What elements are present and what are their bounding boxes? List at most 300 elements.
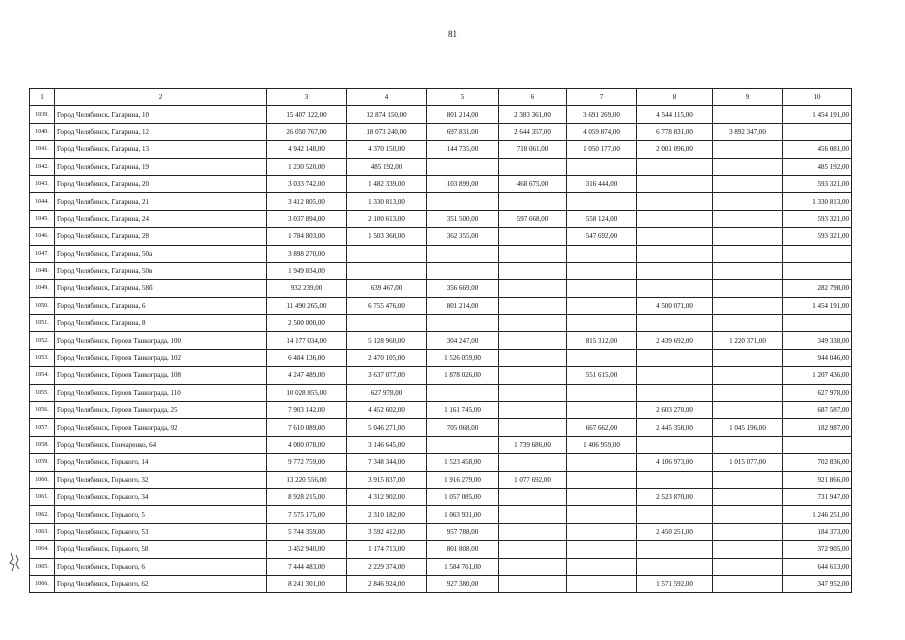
amount-cell <box>499 349 567 366</box>
amount-cell <box>427 245 499 262</box>
amount-cell <box>713 367 783 384</box>
amount-cell: 1 503 368,00 <box>347 228 427 245</box>
row-number-cell: 1057. <box>30 419 55 436</box>
amount-cell: 144 735,00 <box>427 141 499 158</box>
amount-cell <box>637 541 713 558</box>
amount-cell: 627 978,00 <box>347 384 427 401</box>
row-number-cell: 1064. <box>30 541 55 558</box>
amount-cell <box>499 384 567 401</box>
address-cell: Город Челябинск, Гагарина, 10 <box>55 106 267 123</box>
row-number-cell: 1043. <box>30 175 55 192</box>
amount-cell <box>427 262 499 279</box>
amount-cell: 6 778 831,00 <box>637 123 713 140</box>
amount-cell <box>637 367 713 384</box>
amount-cell: 347 952,00 <box>783 575 852 592</box>
amount-cell: 697 831,00 <box>427 123 499 140</box>
column-header: 6 <box>499 89 567 106</box>
amount-cell: 944 046,00 <box>783 349 852 366</box>
amount-cell: 2 603 270,00 <box>637 402 713 419</box>
amount-cell: 3 691 269,00 <box>567 106 637 123</box>
amount-cell: 2 001 096,00 <box>637 141 713 158</box>
amount-cell: 362 355,00 <box>427 228 499 245</box>
table-row <box>30 506 852 523</box>
amount-cell: 356 669,00 <box>427 280 499 297</box>
amount-cell <box>637 158 713 175</box>
amount-cell: 927 380,00 <box>427 575 499 592</box>
amount-cell <box>499 245 567 262</box>
amount-cell: 485 192,00 <box>347 158 427 175</box>
row-number-cell: 1063. <box>30 523 55 540</box>
amount-cell: 687 587,00 <box>783 402 852 419</box>
amount-cell <box>499 575 567 592</box>
amount-cell: 372 905,00 <box>783 541 852 558</box>
amount-cell <box>499 454 567 471</box>
amount-cell: 7 903 142,00 <box>267 402 347 419</box>
amount-cell <box>713 436 783 453</box>
table-row <box>30 297 852 314</box>
amount-cell: 10 028 855,00 <box>267 384 347 401</box>
amount-cell: 4 312 902,00 <box>347 488 427 505</box>
amount-cell <box>499 541 567 558</box>
amount-cell: 551 615,00 <box>567 367 637 384</box>
amount-cell: 5 128 960,00 <box>347 332 427 349</box>
amount-cell: 5 046 271,00 <box>347 419 427 436</box>
amount-cell: 3 892 347,00 <box>713 123 783 140</box>
amount-cell: 182 987,00 <box>783 419 852 436</box>
amount-cell: 1 230 520,00 <box>267 158 347 175</box>
amount-cell: 4 942 148,00 <box>267 141 347 158</box>
amount-cell: 3 898 270,00 <box>267 245 347 262</box>
column-header: 9 <box>713 89 783 106</box>
amount-cell <box>499 402 567 419</box>
amount-cell <box>637 175 713 192</box>
amount-cell: 349 338,00 <box>783 332 852 349</box>
column-header: 1 <box>30 89 55 106</box>
amount-cell <box>637 193 713 210</box>
amount-cell: 702 836,00 <box>783 454 852 471</box>
amount-cell <box>499 315 567 332</box>
amount-cell: 3 592 412,00 <box>347 523 427 540</box>
amount-cell <box>637 245 713 262</box>
table-row <box>30 106 852 123</box>
amount-cell <box>713 471 783 488</box>
table-row <box>30 315 852 332</box>
address-cell: Город Челябинск, Гагарина, 6 <box>55 297 267 314</box>
row-number-cell: 1046. <box>30 228 55 245</box>
amount-cell: 12 874 150,00 <box>347 106 427 123</box>
amount-cell <box>637 262 713 279</box>
amount-cell: 351 500,00 <box>427 210 499 227</box>
amount-cell: 1 330 813,00 <box>783 193 852 210</box>
address-cell: Город Челябинск, Горького, 5 <box>55 506 267 523</box>
table-row <box>30 193 852 210</box>
table-row <box>30 280 852 297</box>
address-cell: Город Челябинск, Гагарина, 50в <box>55 262 267 279</box>
amount-cell: 4 500 071,00 <box>637 297 713 314</box>
amount-cell <box>567 262 637 279</box>
amount-cell: 1 220 371,00 <box>713 332 783 349</box>
amount-cell <box>499 523 567 540</box>
amount-cell <box>713 106 783 123</box>
amount-cell: 184 373,00 <box>783 523 852 540</box>
row-number-cell: 1065. <box>30 558 55 575</box>
amount-cell: 1 784 803,00 <box>267 228 347 245</box>
amount-cell: 6 755 476,00 <box>347 297 427 314</box>
amount-cell: 4 452 602,00 <box>347 402 427 419</box>
amount-cell: 11 490 265,00 <box>267 297 347 314</box>
table-row <box>30 367 852 384</box>
amount-cell <box>783 436 852 453</box>
amount-cell: 4 000 078,00 <box>267 436 347 453</box>
address-cell: Город Челябинск, Гагарина, 24 <box>55 210 267 227</box>
amount-cell <box>713 575 783 592</box>
table-row <box>30 175 852 192</box>
amount-cell: 5 744 359,00 <box>267 523 347 540</box>
amount-cell <box>567 349 637 366</box>
table-row <box>30 141 852 158</box>
amount-cell <box>499 332 567 349</box>
amount-cell <box>499 280 567 297</box>
amount-cell: 957 788,00 <box>427 523 499 540</box>
amount-cell: 932 239,00 <box>267 280 347 297</box>
amount-cell <box>713 158 783 175</box>
table-row <box>30 471 852 488</box>
amount-cell: 456 081,00 <box>783 141 852 158</box>
amount-cell <box>637 506 713 523</box>
row-number-cell: 1060. <box>30 471 55 488</box>
amount-cell: 1 057 085,00 <box>427 488 499 505</box>
amount-cell <box>637 315 713 332</box>
table-row <box>30 419 852 436</box>
address-cell: Город Челябинск, Героев Танкограда, 110 <box>55 384 267 401</box>
table-row <box>30 158 852 175</box>
amount-cell: 15 407 122,00 <box>267 106 347 123</box>
address-cell: Город Челябинск, Горького, 58 <box>55 541 267 558</box>
amount-cell <box>499 506 567 523</box>
table-row <box>30 228 852 245</box>
amount-cell: 1 015 077,00 <box>713 454 783 471</box>
amount-cell: 815 312,00 <box>567 332 637 349</box>
amount-cell <box>637 384 713 401</box>
amount-cell <box>427 384 499 401</box>
column-header: 8 <box>637 89 713 106</box>
amount-cell: 639 467,00 <box>347 280 427 297</box>
amount-cell <box>713 315 783 332</box>
row-number-cell: 1056. <box>30 402 55 419</box>
amount-cell <box>713 488 783 505</box>
amount-cell <box>567 193 637 210</box>
amount-cell <box>713 193 783 210</box>
amount-cell: 801 214,00 <box>427 297 499 314</box>
amount-cell: 103 899,00 <box>427 175 499 192</box>
address-cell: Город Челябинск, Горького, 62 <box>55 575 267 592</box>
amount-cell: 2 100 613,00 <box>347 210 427 227</box>
amount-cell <box>637 349 713 366</box>
row-number-cell: 1052. <box>30 332 55 349</box>
amount-cell: 597 668,00 <box>499 210 567 227</box>
row-number-cell: 1061. <box>30 488 55 505</box>
address-cell: Город Челябинск, Горького, 14 <box>55 454 267 471</box>
amount-cell <box>783 245 852 262</box>
amount-cell <box>713 228 783 245</box>
amount-cell <box>637 558 713 575</box>
amount-cell <box>567 488 637 505</box>
amount-cell <box>347 315 427 332</box>
amount-cell <box>499 228 567 245</box>
amount-cell <box>713 349 783 366</box>
table-row <box>30 332 852 349</box>
table-row <box>30 349 852 366</box>
row-number-cell: 1051. <box>30 315 55 332</box>
address-cell: Город Челябинск, Гагарина, 20 <box>55 175 267 192</box>
amount-cell: 8 928 215,00 <box>267 488 347 505</box>
amount-cell <box>637 436 713 453</box>
table-row <box>30 523 852 540</box>
amount-cell <box>713 141 783 158</box>
row-number-cell: 1048. <box>30 262 55 279</box>
amount-cell <box>783 123 852 140</box>
amount-cell <box>567 471 637 488</box>
table-row <box>30 454 852 471</box>
amount-cell: 3 452 940,00 <box>267 541 347 558</box>
amount-cell: 2 470 105,00 <box>347 349 427 366</box>
amount-cell: 316 444,00 <box>567 175 637 192</box>
page-number: 81 <box>448 29 457 39</box>
amount-cell <box>567 402 637 419</box>
amount-cell: 1 063 931,00 <box>427 506 499 523</box>
address-cell: Город Челябинск, Горького, 53 <box>55 523 267 540</box>
table-row <box>30 436 852 453</box>
amount-cell <box>713 541 783 558</box>
column-header: 4 <box>347 89 427 106</box>
amount-cell: 2 445 358,00 <box>637 419 713 436</box>
amount-cell <box>499 419 567 436</box>
address-cell: Город Челябинск, Гагарина, 8 <box>55 315 267 332</box>
amount-cell: 14 177 034,00 <box>267 332 347 349</box>
amount-cell <box>637 210 713 227</box>
row-number-cell: 1062. <box>30 506 55 523</box>
table-row <box>30 575 852 592</box>
amount-cell <box>713 245 783 262</box>
amount-cell: 547 692,00 <box>567 228 637 245</box>
amount-cell: 468 675,00 <box>499 175 567 192</box>
column-header: 2 <box>55 89 267 106</box>
amount-cell: 4 059 874,00 <box>567 123 637 140</box>
amount-cell: 593 321,00 <box>783 228 852 245</box>
margin-mark-icon <box>8 551 22 573</box>
amount-cell: 1 207 436,00 <box>783 367 852 384</box>
amount-cell: 1 050 177,00 <box>567 141 637 158</box>
amount-cell <box>427 315 499 332</box>
register-table <box>29 88 852 593</box>
amount-cell: 593 321,00 <box>783 175 852 192</box>
amount-cell: 1 174 713,00 <box>347 541 427 558</box>
row-number-cell: 1045. <box>30 210 55 227</box>
amount-cell <box>783 262 852 279</box>
amount-cell: 2 229 374,00 <box>347 558 427 575</box>
row-number-cell: 1047. <box>30 245 55 262</box>
amount-cell: 1 454 191,00 <box>783 106 852 123</box>
amount-cell <box>567 315 637 332</box>
amount-cell <box>499 193 567 210</box>
amount-cell <box>499 558 567 575</box>
amount-cell <box>713 297 783 314</box>
amount-cell: 485 192,00 <box>783 158 852 175</box>
address-cell: Город Челябинск, Гагарина, 13 <box>55 141 267 158</box>
row-number-cell: 1050. <box>30 297 55 314</box>
amount-cell <box>713 523 783 540</box>
amount-cell: 4 247 489,00 <box>267 367 347 384</box>
amount-cell <box>427 436 499 453</box>
amount-cell: 26 050 767,00 <box>267 123 347 140</box>
amount-cell <box>567 541 637 558</box>
address-cell: Город Челябинск, Гагарина, 12 <box>55 123 267 140</box>
column-header: 10 <box>783 89 852 106</box>
amount-cell: 1 571 592,00 <box>637 575 713 592</box>
amount-cell: 13 220 556,00 <box>267 471 347 488</box>
amount-cell: 731 947,00 <box>783 488 852 505</box>
amount-cell: 1 161 745,00 <box>427 402 499 419</box>
amount-cell: 2 846 924,00 <box>347 575 427 592</box>
amount-cell: 1 482 339,00 <box>347 175 427 192</box>
amount-cell <box>427 158 499 175</box>
amount-cell: 705 068,00 <box>427 419 499 436</box>
amount-cell <box>637 471 713 488</box>
column-header: 7 <box>567 89 637 106</box>
amount-cell <box>499 297 567 314</box>
amount-cell <box>567 297 637 314</box>
amount-cell <box>567 575 637 592</box>
row-number-cell: 1044. <box>30 193 55 210</box>
amount-cell: 593 321,00 <box>783 210 852 227</box>
amount-cell <box>713 384 783 401</box>
amount-cell: 2 450 251,00 <box>637 523 713 540</box>
amount-cell <box>713 558 783 575</box>
amount-cell: 3 033 742,00 <box>267 175 347 192</box>
amount-cell: 1 584 761,00 <box>427 558 499 575</box>
amount-cell <box>499 367 567 384</box>
amount-cell <box>499 262 567 279</box>
amount-cell: 558 124,00 <box>567 210 637 227</box>
amount-cell: 3 637 077,00 <box>347 367 427 384</box>
row-number-cell: 1058. <box>30 436 55 453</box>
address-cell: Город Челябинск, Героев Танкограда, 25 <box>55 402 267 419</box>
amount-cell: 4 370 150,00 <box>347 141 427 158</box>
amount-cell: 1 916 279,00 <box>427 471 499 488</box>
amount-cell: 7 444 483,00 <box>267 558 347 575</box>
address-cell: Город Челябинск, Гагарина, 58б <box>55 280 267 297</box>
row-number-cell: 1042. <box>30 158 55 175</box>
amount-cell: 1 246 251,00 <box>783 506 852 523</box>
address-cell: Город Челябинск, Горького, 34 <box>55 488 267 505</box>
amount-cell: 667 662,00 <box>567 419 637 436</box>
amount-cell: 801 808,00 <box>427 541 499 558</box>
address-cell: Город Челябинск, Гагарина, 19 <box>55 158 267 175</box>
amount-cell <box>713 402 783 419</box>
amount-cell: 1 454 191,00 <box>783 297 852 314</box>
row-number-cell: 1049. <box>30 280 55 297</box>
amount-cell: 1 523 458,00 <box>427 454 499 471</box>
row-number-cell: 1041. <box>30 141 55 158</box>
address-cell: Город Челябинск, Героев Танкограда, 102 <box>55 349 267 366</box>
address-cell: Город Челябинск, Гагарина, 28 <box>55 228 267 245</box>
table-row <box>30 558 852 575</box>
amount-cell <box>567 245 637 262</box>
amount-cell: 3 915 837,00 <box>347 471 427 488</box>
table-body <box>30 106 852 593</box>
address-cell: Город Челябинск, Гагарина, 21 <box>55 193 267 210</box>
amount-cell <box>713 280 783 297</box>
row-number-cell: 1053. <box>30 349 55 366</box>
amount-cell: 1 077 692,00 <box>499 471 567 488</box>
address-cell: Город Челябинск, Героев Танкограда, 100 <box>55 332 267 349</box>
amount-cell <box>713 175 783 192</box>
row-number-cell: 1055. <box>30 384 55 401</box>
row-number-cell: 1040. <box>30 123 55 140</box>
amount-cell: 801 214,00 <box>427 106 499 123</box>
amount-cell: 304 247,00 <box>427 332 499 349</box>
amount-cell <box>567 454 637 471</box>
table-row <box>30 210 852 227</box>
amount-cell: 1 949 834,00 <box>267 262 347 279</box>
column-header: 3 <box>267 89 347 106</box>
amount-cell <box>567 384 637 401</box>
amount-cell: 282 798,00 <box>783 280 852 297</box>
amount-cell: 7 610 089,00 <box>267 419 347 436</box>
amount-cell <box>499 488 567 505</box>
amount-cell <box>567 158 637 175</box>
amount-cell <box>347 245 427 262</box>
amount-cell <box>499 158 567 175</box>
amount-cell: 3 037 894,00 <box>267 210 347 227</box>
table-row <box>30 541 852 558</box>
amount-cell: 7 575 175,00 <box>267 506 347 523</box>
table-row <box>30 488 852 505</box>
amount-cell <box>347 262 427 279</box>
amount-cell: 3 412 805,00 <box>267 193 347 210</box>
row-number-cell: 1054. <box>30 367 55 384</box>
amount-cell: 4 544 115,00 <box>637 106 713 123</box>
amount-cell <box>567 506 637 523</box>
amount-cell <box>637 280 713 297</box>
table-row <box>30 384 852 401</box>
table-row <box>30 262 852 279</box>
amount-cell: 3 146 645,00 <box>347 436 427 453</box>
amount-cell: 2 383 361,00 <box>499 106 567 123</box>
address-cell: Город Челябинск, Героев Танкограда, 92 <box>55 419 267 436</box>
amount-cell <box>567 558 637 575</box>
amount-cell: 18 073 240,00 <box>347 123 427 140</box>
amount-cell <box>637 228 713 245</box>
amount-cell: 2 523 870,00 <box>637 488 713 505</box>
amount-cell: 718 061,00 <box>499 141 567 158</box>
amount-cell: 1 330 813,00 <box>347 193 427 210</box>
amount-cell: 1 526 059,00 <box>427 349 499 366</box>
address-cell: Город Челябинск, Гончаренко, 64 <box>55 436 267 453</box>
amount-cell: 7 348 344,00 <box>347 454 427 471</box>
amount-cell: 921 866,00 <box>783 471 852 488</box>
address-cell: Город Челябинск, Гагарина, 50а <box>55 245 267 262</box>
address-cell: Город Челябинск, Героев Танкограда, 108 <box>55 367 267 384</box>
amount-cell: 1 406 959,00 <box>567 436 637 453</box>
amount-cell <box>567 523 637 540</box>
amount-cell <box>713 506 783 523</box>
amount-cell: 2 644 357,00 <box>499 123 567 140</box>
table-row <box>30 402 852 419</box>
amount-cell: 1 739 686,00 <box>499 436 567 453</box>
amount-cell <box>713 262 783 279</box>
amount-cell: 644 613,00 <box>783 558 852 575</box>
